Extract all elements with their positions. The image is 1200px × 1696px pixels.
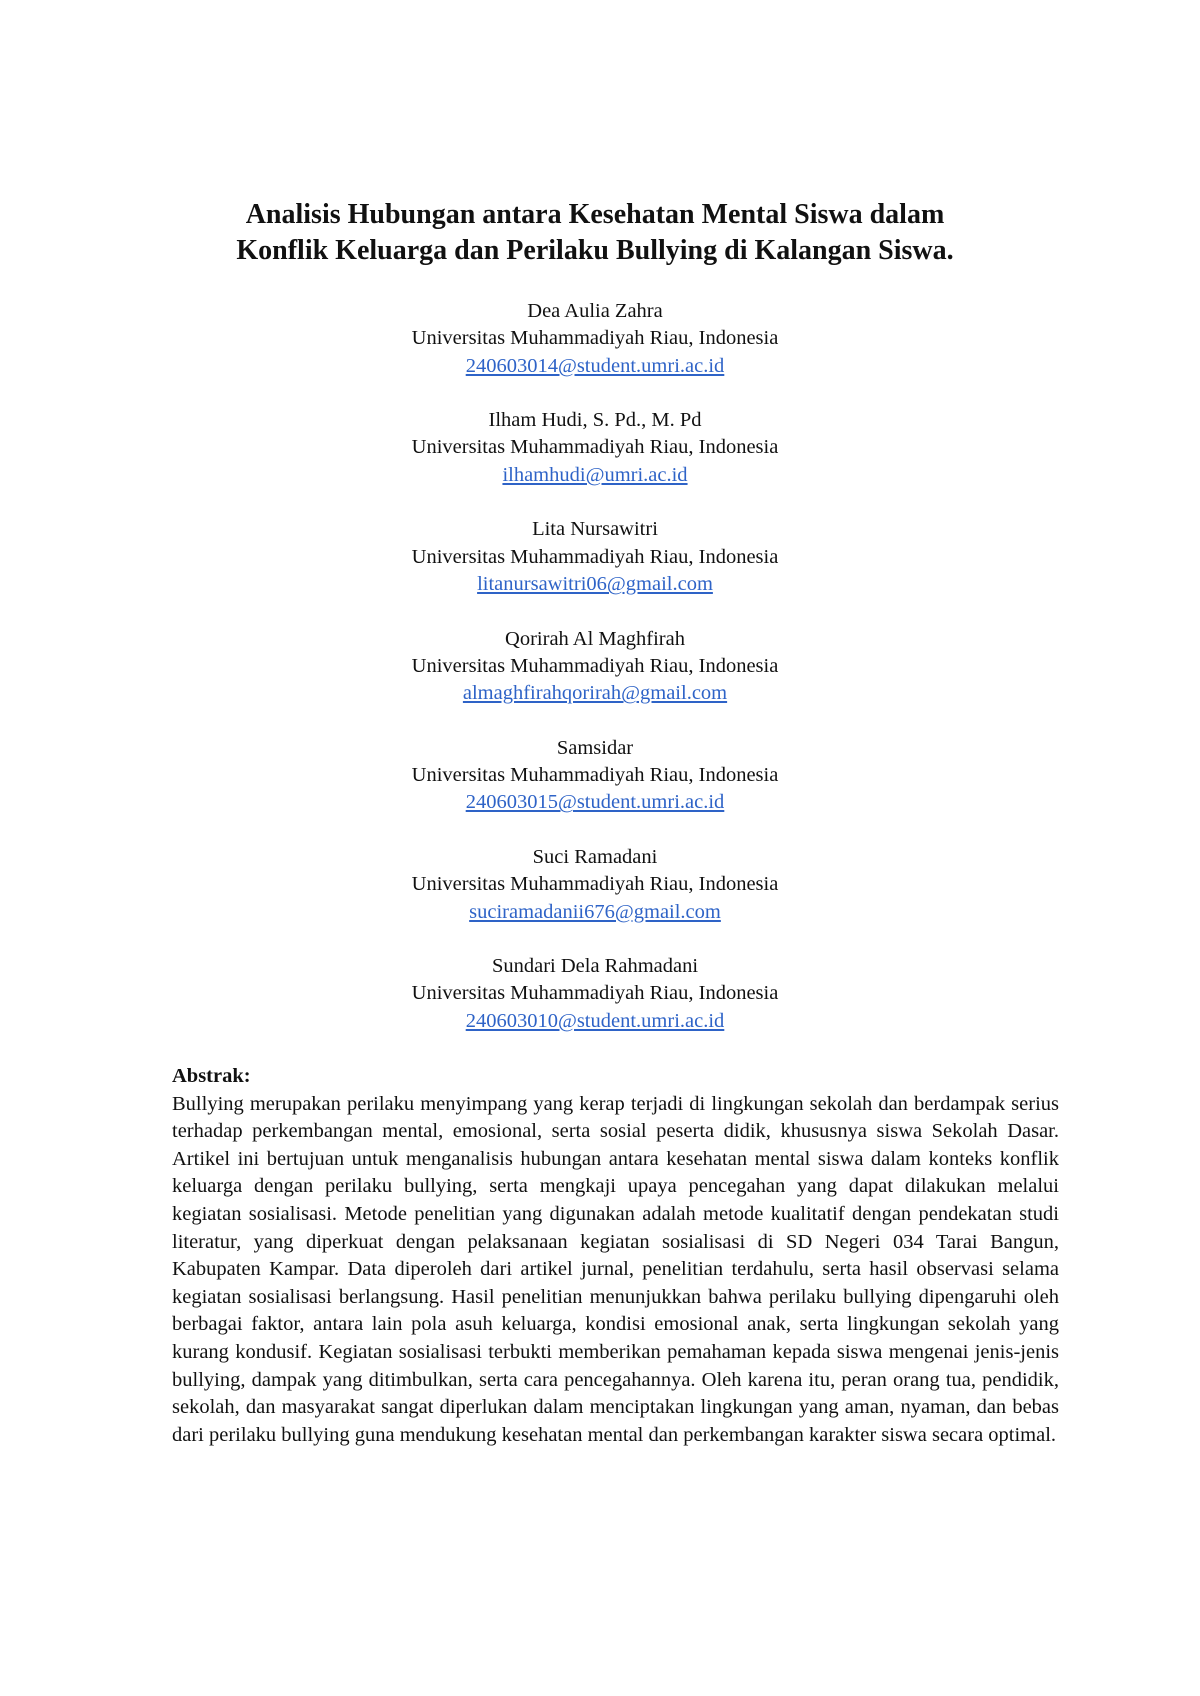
author-name: Sundari Dela Rahmadani — [491, 955, 699, 978]
author-email-link[interactable]: ilhamhudi@umri.ac.id — [502, 463, 688, 486]
author-block — [150, 516, 1040, 598]
author-email-link[interactable]: suciramadanii676@gmail.com — [469, 900, 721, 923]
author-block — [150, 844, 1040, 926]
author-affiliation: Universitas Muhammadiyah Riau, Indonesia — [411, 764, 779, 787]
author-email-link[interactable]: litanursawitri06@gmail.com — [477, 572, 713, 595]
title-line-1: Analisis Hubungan antara Kesehatan Mental Siswa dalam — [245, 199, 945, 230]
abstract-body: Bullying merupakan perilaku menyimpang yang kerap terjadi di lingkungan sekolah dan berdampak serius terhadap perkembangan mental, emosional, serta sosial peserta didik, khususnya siswa Sekolah Dasar. Artikel ini bertujuan untuk menganalisis hubungan antara kesehatan mental siswa dalam konteks konflik keluarga dengan perilaku bullying, serta mengkaji upaya pencegahan yang dapat dilakukan melalui kegiatan sosialisasi. Metode penelitian yang digunakan adalah metode kualitatif dengan pendekatan studi literatur, yang diperkuat dengan pelaksanaan kegiatan sosialisasi di SD Negeri 034 Tarai Bangun, Kabupaten Kampar. Data diperoleh dari artikel jurnal, penelitian terdahulu, serta hasil observasi selama kegiatan sosialisasi berlangsung. Hasil penelitian menunjukkan bahwa perilaku bullying dipengaruhi oleh berbagai faktor, antara lain pola asuh keluarga, kondisi emosional anak, serta lingkungan sekolah yang kurang kondusif. Kegiatan sosialisasi terbukti memberikan pemahaman kepada siswa mengenai jenis-jenis bullying, dampak yang ditimbulkan, serta cara pencegahannya. Oleh karena itu, peran orang tua, pendidik, sekolah, dan masyarakat sangat diperlukan dalam menciptakan lingkungan yang aman, nyaman, dan bebas dari perilaku bullying guna mendukung kesehatan mental dan perkembangan karakter siswa secara optimal. — [172, 1092, 1059, 1446]
author-block — [150, 953, 1040, 1035]
author-name: Dea Aulia Zahra — [527, 300, 663, 322]
author-block — [150, 735, 1040, 817]
author-email-link[interactable]: 240603014@student.umri.ac.id — [465, 354, 725, 377]
author-affiliation: Universitas Muhammadiyah Riau, Indonesia — [411, 982, 779, 1005]
author-block — [150, 298, 1040, 380]
author-name: Samsidar — [556, 736, 634, 759]
author-affiliation: Universitas Muhammadiyah Riau, Indonesia — [411, 873, 779, 896]
author-name: Lita Nursawitri — [532, 518, 658, 541]
author-block — [150, 407, 1040, 489]
author-name: Ilham Hudi, S. Pd., M. Pd — [488, 409, 702, 432]
abstract-heading: Abstrak: — [172, 1065, 251, 1087]
paper-title — [150, 197, 1040, 269]
author-affiliation: Universitas Muhammadiyah Riau, Indonesia — [411, 545, 779, 568]
author-email-link[interactable]: almaghfirahqorirah@gmail.com — [462, 682, 728, 705]
author-email-link[interactable]: 240603010@student.umri.ac.id — [465, 1009, 725, 1032]
author-block — [150, 626, 1040, 708]
author-affiliation: Universitas Muhammadiyah Riau, Indonesia — [411, 436, 779, 459]
abstract-section — [172, 1063, 1059, 1449]
author-affiliation: Universitas Muhammadiyah Riau, Indonesia — [411, 327, 779, 350]
author-name: Qorirah Al Maghfirah — [505, 627, 685, 650]
author-affiliation: Universitas Muhammadiyah Riau, Indonesia — [411, 654, 779, 677]
title-line-2: Konflik Keluarga dan Perilaku Bullying di Kalangan Siswa. — [236, 235, 954, 266]
author-list — [150, 298, 1040, 1035]
author-email-link[interactable]: 240603015@student.umri.ac.id — [465, 791, 725, 814]
author-name: Suci Ramadani — [532, 845, 658, 868]
